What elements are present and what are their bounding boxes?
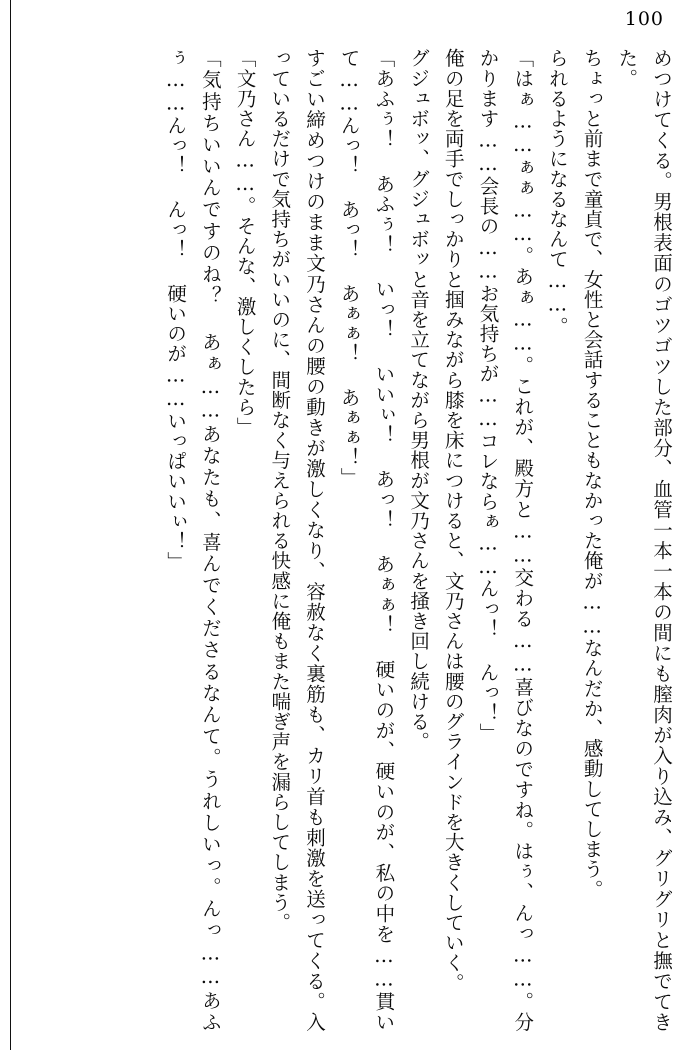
paragraph: 「文乃さん……。そんな、激しくしたら」 xyxy=(233,48,257,437)
paragraph: 「気持ちいいんですのね？ あぁ……あなたも、喜んでくださるなんて。うれしいっ。んっ……あふぅ……んっ！ んっ！ 硬いのが……いっぱいいぃ！」 xyxy=(164,48,222,1032)
paragraph: 「あふぅ！ あふぅ！ いっ！ いいぃ！ あっ！ あぁぁ！ 硬いのが、硬いのが、私の中を……貫いて……んっ！ あっ！ あぁぁ！ あぁぁ！」 xyxy=(337,48,396,1032)
paragraph: グジュボッ、グジュボッと音を立てながら男根が文乃さんを掻き回し続ける。 xyxy=(407,48,431,752)
page-body-text xyxy=(24,48,678,1032)
page-border-rule xyxy=(10,0,11,1050)
paragraph: すごい締めつけのまま文乃さんの腰の動きが激しくなり、容赦なく裏筋も、カリ首も刺激を送ってくる。入っているだけで気持ちがいいのに、間断なく与えられる快感に俺もまた喘ぎ声を漏らしてしまう。 xyxy=(268,48,326,1032)
paragraph: 俺の足を両手でしっかりと掴みながら膝を床につけると、文乃さんは腰のグラインドを大きくしていく。 xyxy=(441,48,465,993)
paragraph: 「はぁ……ぁぁ……。あぁ……。これが、殿方と……交わる……喜びなのですね。はぅ、んっ……。分かります……会長の……お気持ちが……コレならぁ……んっ！ んっ！」 xyxy=(476,48,535,1032)
page-number: 100 xyxy=(624,8,664,30)
paragraph: ちょっと前まで童貞で、女性と会話することもなかった俺が……なんだか、感動してしまう。 xyxy=(580,48,604,900)
paragraph: られるようになるなんて……。 xyxy=(545,48,569,337)
paragraph: めつけてくる。男根表面のゴツゴツした部分、血管一本一本の間にも膣肉が入り込み、グリグリと撫でてきた。 xyxy=(615,48,673,1032)
